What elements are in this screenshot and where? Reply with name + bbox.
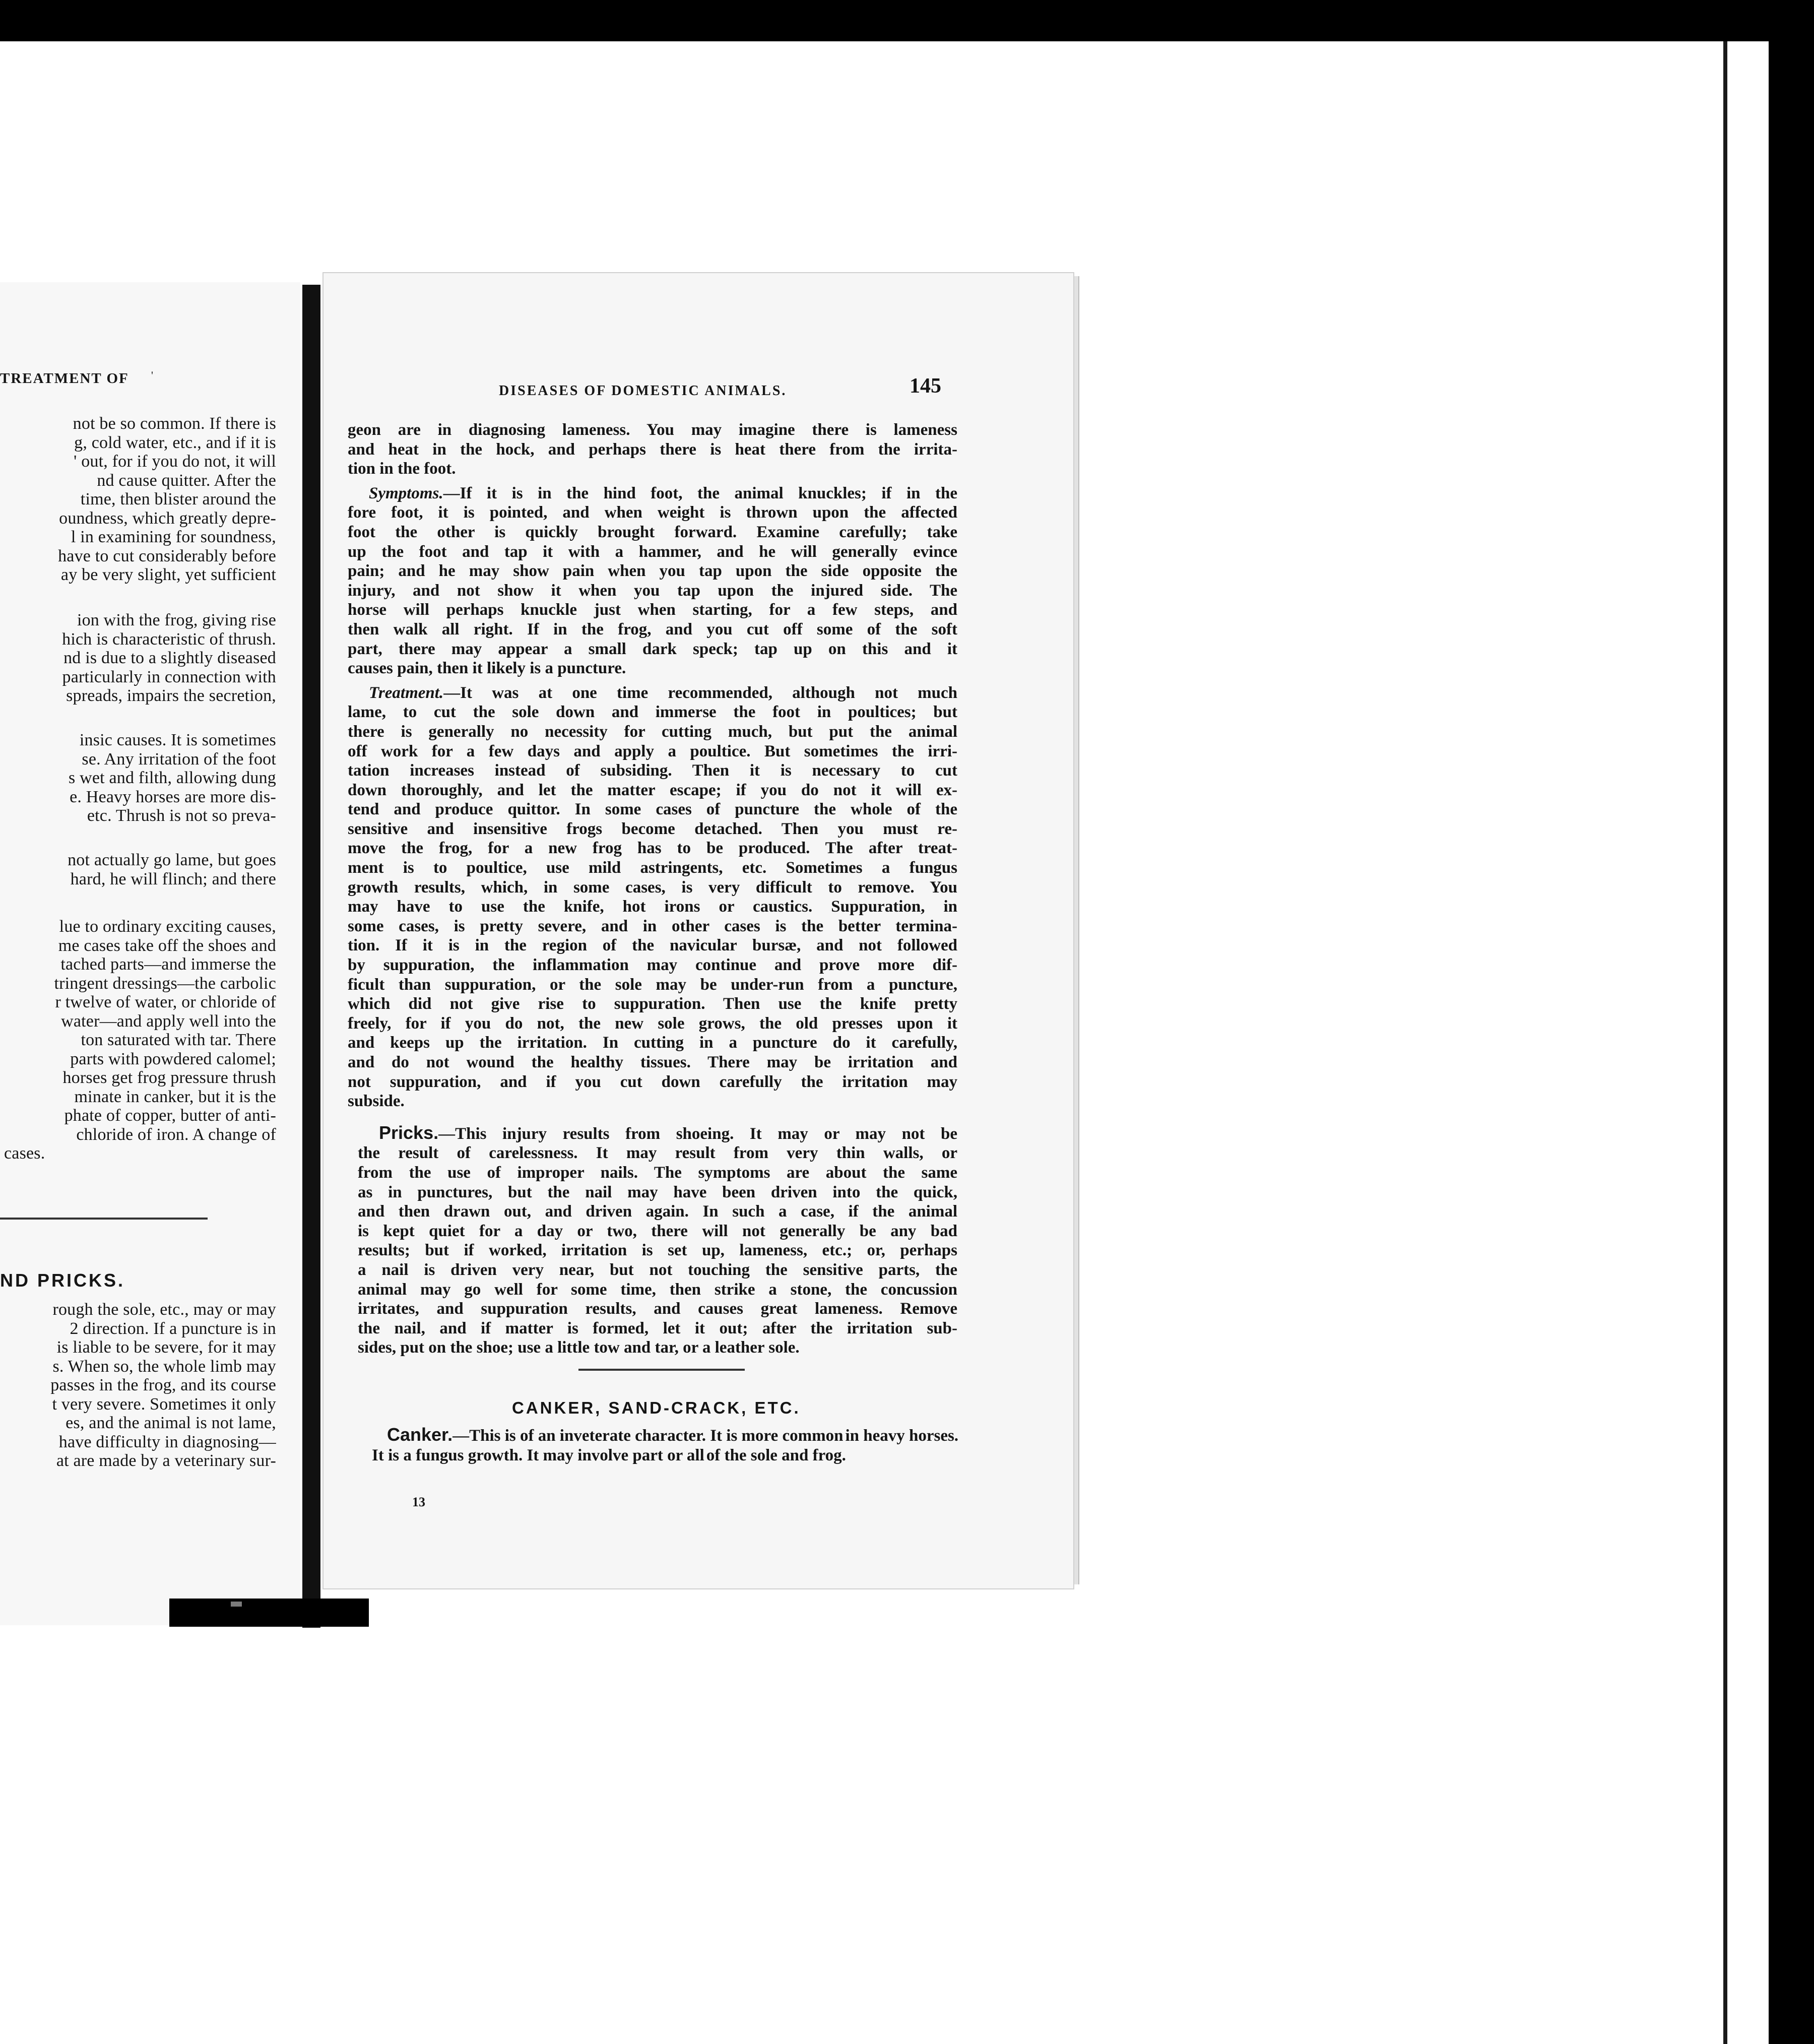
page-number: 145 — [910, 374, 941, 398]
paragraph — [348, 420, 957, 479]
section-rule — [0, 1218, 208, 1220]
text-line: tached parts—and immerse the — [60, 955, 276, 974]
text-line: and keeps up the irritation. In cutting in a puncture do it carefully, — [348, 1034, 957, 1052]
text-line: water—and apply well into the — [61, 1011, 276, 1031]
text-line: results; but if worked, irritation is set up, lameness, etc.; or, perhaps — [358, 1241, 957, 1260]
text-line: oundness, which greatly depre- — [59, 508, 276, 528]
text-line: freely, for if you do not, the new sole grows, the old presses upon it — [348, 1014, 957, 1033]
text-line: not suppuration, and if you cut down carefully the irritation may — [348, 1072, 957, 1091]
text-line: a nail is driven very near, but not touching the sensitive parts, the — [358, 1260, 957, 1279]
text-line: phate of copper, butter of anti- — [64, 1106, 276, 1125]
text-line: nd cause quitter. After the — [97, 471, 276, 490]
text-line: geon are in diagnosing lameness. You may imagine there is lameness — [348, 421, 957, 439]
text-line: tringent dressings—the carbolic — [54, 974, 276, 993]
text-line: parts with powdered calomel; — [70, 1049, 276, 1068]
canker-paragraph — [372, 1425, 969, 1465]
section-rule — [578, 1369, 745, 1371]
left-block-4 — [0, 851, 276, 888]
scan-background-strip — [1723, 41, 1773, 2044]
text-line: passes in the frog, and its course — [50, 1376, 276, 1394]
left-block-5 — [0, 917, 276, 1163]
text-line: rough the sole, etc., may or may — [52, 1300, 276, 1319]
text-line: ficult than suppuration, or the sole may be under-run from a puncture, — [348, 975, 957, 994]
section-heading: CANKER, SAND-CRACK, ETC. — [512, 1398, 801, 1417]
text-line: ton saturated with tar. There — [81, 1031, 276, 1049]
text-line: in heavy horses. It is a fungus growth. It may involve part or all — [372, 1427, 959, 1464]
spacer — [348, 678, 957, 683]
spacer — [348, 1111, 957, 1123]
text-line: particularly in connection with — [62, 667, 276, 686]
text-line: have difficulty in diagnosing— — [58, 1432, 276, 1451]
text-line: and heat in the hock, and perhaps there is heat there from the irrita- — [348, 440, 957, 459]
text-line: l in examining for soundness, — [71, 528, 276, 546]
text-line: subside. — [348, 1092, 405, 1111]
text-line: horses get frog pressure thrush — [62, 1068, 276, 1087]
text-line: cases. — [4, 1144, 45, 1163]
text-run: —If it is in the hind foot, the animal knuckles; if in the — [443, 484, 957, 502]
text-line: lame, to cut the sole down and immerse the foot in poultices; but — [348, 703, 957, 722]
text-line: ' out, for if you do not, it will — [74, 452, 276, 471]
text-line: injury, and not show it when you tap upon the injured side. The — [348, 581, 957, 600]
text-line — [348, 484, 957, 503]
text-line: not actually go lame, but goes — [68, 851, 276, 869]
book-gutter — [302, 285, 320, 1628]
text-line — [372, 1424, 844, 1445]
pricks-label: Pricks. — [379, 1122, 439, 1143]
paragraph-symptoms — [348, 484, 957, 678]
text-line: s. When so, the whole limb may — [52, 1357, 276, 1376]
scan-bottom-tab — [169, 1599, 369, 1627]
text-line: s wet and filth, allowing dung — [68, 769, 276, 787]
left-block-2 — [0, 611, 276, 706]
text-line: have to cut considerably before — [58, 546, 276, 565]
scan-border-top — [0, 0, 1814, 41]
spacer — [348, 479, 957, 484]
text-line: and then drawn out, and driven again. In such a case, if the animal — [358, 1202, 957, 1221]
canker-label: Canker. — [387, 1424, 453, 1445]
page-edge — [1074, 276, 1079, 1584]
text-line — [358, 1123, 957, 1144]
text-line: of the sole and frog. — [706, 1446, 846, 1464]
left-page — [0, 282, 300, 1625]
text-line: lue to ordinary exciting causes, — [59, 917, 276, 936]
text-line: from the use of improper nails. The symptoms are about the same — [358, 1163, 957, 1182]
text-line: and do not wound the healthy tissues. There may be irritation and — [348, 1053, 957, 1071]
symptoms-label: Symptoms. — [369, 484, 443, 502]
left-block-1 — [0, 414, 276, 585]
text-line: some cases, is pretty severe, and in other cases is the better termina- — [348, 917, 957, 935]
text-line: g, cold water, etc., and if it is — [74, 433, 276, 452]
text-line: se. Any irritation of the foot — [82, 749, 276, 769]
text-line: pain; and he may show pain when you tap upon the side opposite the — [348, 562, 957, 581]
text-line: is kept quiet for a day or two, there will not generally be any bad — [358, 1222, 957, 1240]
text-line: r twelve of water, or chloride of — [55, 993, 276, 1011]
text-line: which did not give rise to suppuration. Then use the knife pretty — [348, 995, 957, 1013]
text-line: e. Heavy horses are more dis- — [70, 787, 276, 806]
text-line: nd is due to a slightly diseased — [63, 649, 276, 667]
left-block-6 — [0, 1300, 276, 1471]
running-head: DISEASES OF DOMESTIC ANIMALS. — [499, 383, 787, 399]
text-line: not be so common. If there is — [73, 414, 276, 433]
left-block-3 — [0, 731, 276, 825]
text-line: as in punctures, but the nail may have been driven into the quick, — [358, 1183, 957, 1201]
text-line: me cases take off the shoes and — [58, 936, 276, 955]
left-running-head: TREATMENT OF — [0, 370, 129, 387]
text-line: ay be very slight, yet sufficient — [60, 565, 276, 584]
text-line: irritates, and suppuration results, and causes great lameness. Remove — [358, 1300, 957, 1318]
text-line: t very severe. Sometimes it only — [52, 1394, 276, 1414]
text-run: —This is of an inveterate character. It is more common — [452, 1427, 844, 1445]
signature-mark: 13 — [412, 1495, 425, 1509]
text-line: 2 direction. If a puncture is in — [70, 1319, 276, 1338]
text-line: down thoroughly, and let the matter escape; if you do not it will ex- — [348, 781, 957, 799]
text-line: animal may go well for some time, then strike a stone, the concussion — [358, 1280, 957, 1299]
text-line: is liable to be severe, for it may — [56, 1338, 276, 1357]
text-line: hich is characteristic of thrush. — [62, 629, 276, 649]
left-section-heading: ND PRICKS. — [0, 1270, 125, 1291]
text-line: foot the other is quickly brought forward. Examine carefully; take — [348, 523, 957, 541]
text-line: spreads, impairs the secretion, — [66, 686, 276, 705]
left-running-mark: ' — [151, 369, 153, 381]
text-line: etc. Thrush is not so preva- — [87, 806, 276, 825]
text-line: causes pain, then it likely is a puncture. — [348, 659, 626, 678]
text-line: sides, put on the shoe; use a little tow and tar, or a leather sole. — [358, 1338, 800, 1357]
text-line: fore foot, it is pointed, and when weight is thrown upon the affected — [348, 503, 957, 522]
text-line: time, then blister around the — [80, 490, 276, 508]
text-line: tend and produce quittor. In some cases of puncture the whole of the — [348, 800, 957, 819]
text-line: tion in the foot. — [348, 460, 456, 478]
text-line: the result of carelessness. It may result from very thin walls, or — [358, 1144, 957, 1163]
text-line: by suppuration, the inflammation may continue and prove more dif- — [348, 956, 957, 975]
text-line: tation increases instead of subsiding. Then it is necessary to cut — [348, 761, 957, 780]
right-text-body — [348, 420, 957, 1358]
text-line: the nail, and if matter is formed, let it out; after the irritation sub- — [358, 1319, 957, 1337]
text-line: then walk all right. If in the frog, and you cut off some of the soft — [348, 620, 957, 638]
text-line: move the frog, for a new frog has to be produced. The after treat- — [348, 839, 957, 858]
paragraph-treatment — [348, 683, 957, 1111]
text-line — [348, 683, 957, 703]
text-line: off work for a few days and apply a poultice. But sometimes the irri- — [348, 742, 957, 760]
text-line: ment is to poultice, use mild astringents, etc. Sometimes a fungus — [348, 859, 957, 877]
text-line: growth results, which, in some cases, is very difficult to remove. You — [348, 878, 957, 897]
text-line: es, and the animal is not lame, — [66, 1414, 276, 1432]
text-line: at are made by a veterinary sur- — [56, 1451, 276, 1470]
treatment-label: Treatment. — [369, 683, 444, 702]
tab-spot — [231, 1602, 242, 1607]
scan-border-right — [1769, 0, 1814, 2044]
text-line: insic causes. It is sometimes — [79, 731, 276, 749]
paragraph-pricks — [348, 1123, 957, 1358]
text-line: hard, he will flinch; and there — [70, 869, 276, 888]
text-line: ion with the frog, giving rise — [77, 611, 276, 629]
text-line: up the foot and tap it with a hammer, and he will generally evince — [348, 542, 957, 561]
text-line: may have to use the knife, hot irons or caustics. Suppuration, in — [348, 898, 957, 916]
text-line: part, there may appear a small dark speck; tap up on this and it — [348, 640, 957, 658]
text-line: there is generally no necessity for cutting much, but put the animal — [348, 722, 957, 741]
text-line: sensitive and insensitive frogs become detached. Then you must re- — [348, 819, 957, 838]
text-line: minate in canker, but it is the — [74, 1087, 276, 1106]
text-line: chloride of iron. A change of — [76, 1125, 276, 1144]
text-line: horse will perhaps knuckle just when starting, for a few steps, and — [348, 601, 957, 619]
text-run: —This injury results from shoeing. It may or may not be — [438, 1124, 957, 1143]
text-run: —It was at one time recommended, although not much — [443, 683, 957, 702]
text-line: tion. If it is in the region of the navicular bursæ, and not followed — [348, 936, 957, 955]
